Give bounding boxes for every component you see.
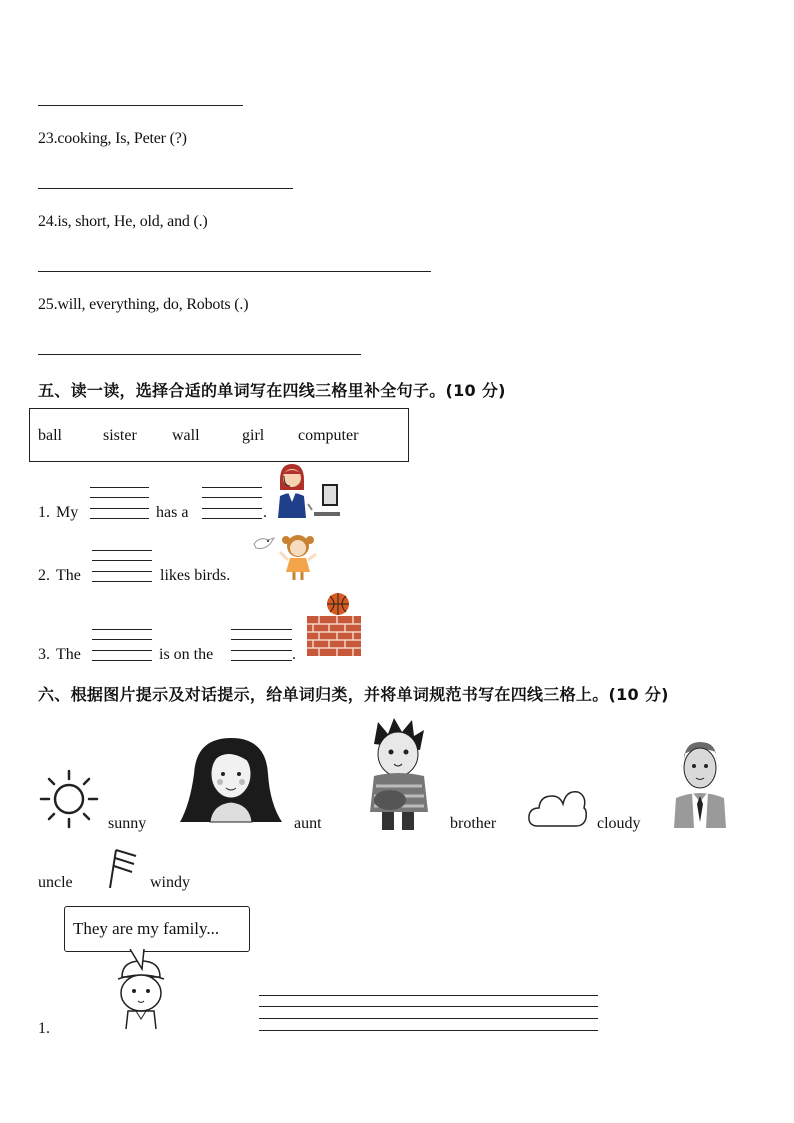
label-brother: brother [450, 815, 497, 832]
label-windy: windy [150, 874, 190, 891]
woman-computer-illustration [272, 462, 344, 520]
word-girl: girl [242, 427, 265, 444]
sun-icon [38, 768, 100, 830]
sentence-1-part2: has a [156, 504, 189, 521]
uncle-illustration [670, 738, 730, 828]
section-5-title: 五、读一读，选择合适的单词写在四线三格里补全句子。(10 分) [38, 381, 506, 400]
sentence-3-end: . [292, 646, 296, 663]
question-25: 25.will, everything, do, Robots (.) [38, 296, 249, 313]
label-sunny: sunny [108, 815, 147, 832]
word-bank [29, 408, 409, 462]
writing-lines-6-1[interactable] [259, 995, 598, 1031]
word-sister: sister [103, 427, 137, 444]
sentence-3-part1: The [56, 646, 81, 663]
sentence-1-number: 1. [38, 504, 50, 521]
section-6-title: 六、根据图片提示及对话提示，给单词归类，并将单词规范书写在四线三格上。(10 分) [38, 685, 669, 704]
ball-on-wall-illustration [305, 592, 363, 658]
writing-lines-3b[interactable] [231, 629, 292, 661]
sentence-1-part1: My [56, 504, 79, 521]
cloud-icon [526, 784, 588, 830]
writing-lines-3a[interactable] [92, 629, 152, 661]
speech-bubble-text: They are my family... [73, 919, 220, 938]
sentence-3-part2: is on the [159, 646, 214, 663]
writing-lines-1b[interactable] [202, 487, 262, 519]
answer-line-23[interactable] [38, 188, 293, 189]
answer-line-22[interactable] [38, 105, 243, 106]
writing-lines-1a[interactable] [90, 487, 149, 519]
flag-icon [104, 846, 140, 890]
word-ball: ball [38, 427, 62, 444]
sentence-2-part1: The [56, 567, 81, 584]
answer-line-24[interactable] [38, 271, 431, 272]
label-aunt: aunt [294, 815, 322, 832]
sentence-1-end: . [263, 504, 267, 521]
answer-line-25[interactable] [38, 354, 361, 355]
word-computer: computer [298, 427, 359, 444]
question-23: 23.cooking, Is, Peter (?) [38, 130, 187, 147]
writing-lines-2[interactable] [92, 550, 152, 582]
item-number-1: 1. [38, 1020, 50, 1037]
label-uncle: uncle [38, 874, 73, 891]
speech-bubble [64, 906, 250, 952]
brother-illustration [354, 716, 438, 830]
label-cloudy: cloudy [597, 815, 641, 832]
aunt-illustration [176, 734, 286, 826]
girl-bird-illustration [250, 530, 324, 582]
speech-bubble-tail [126, 949, 156, 971]
sentence-3-number: 3. [38, 646, 50, 663]
question-24: 24.is, short, He, old, and (.) [38, 213, 208, 230]
sentence-2-number: 2. [38, 567, 50, 584]
word-wall: wall [172, 427, 200, 444]
sentence-2-part2: likes birds. [160, 567, 231, 584]
